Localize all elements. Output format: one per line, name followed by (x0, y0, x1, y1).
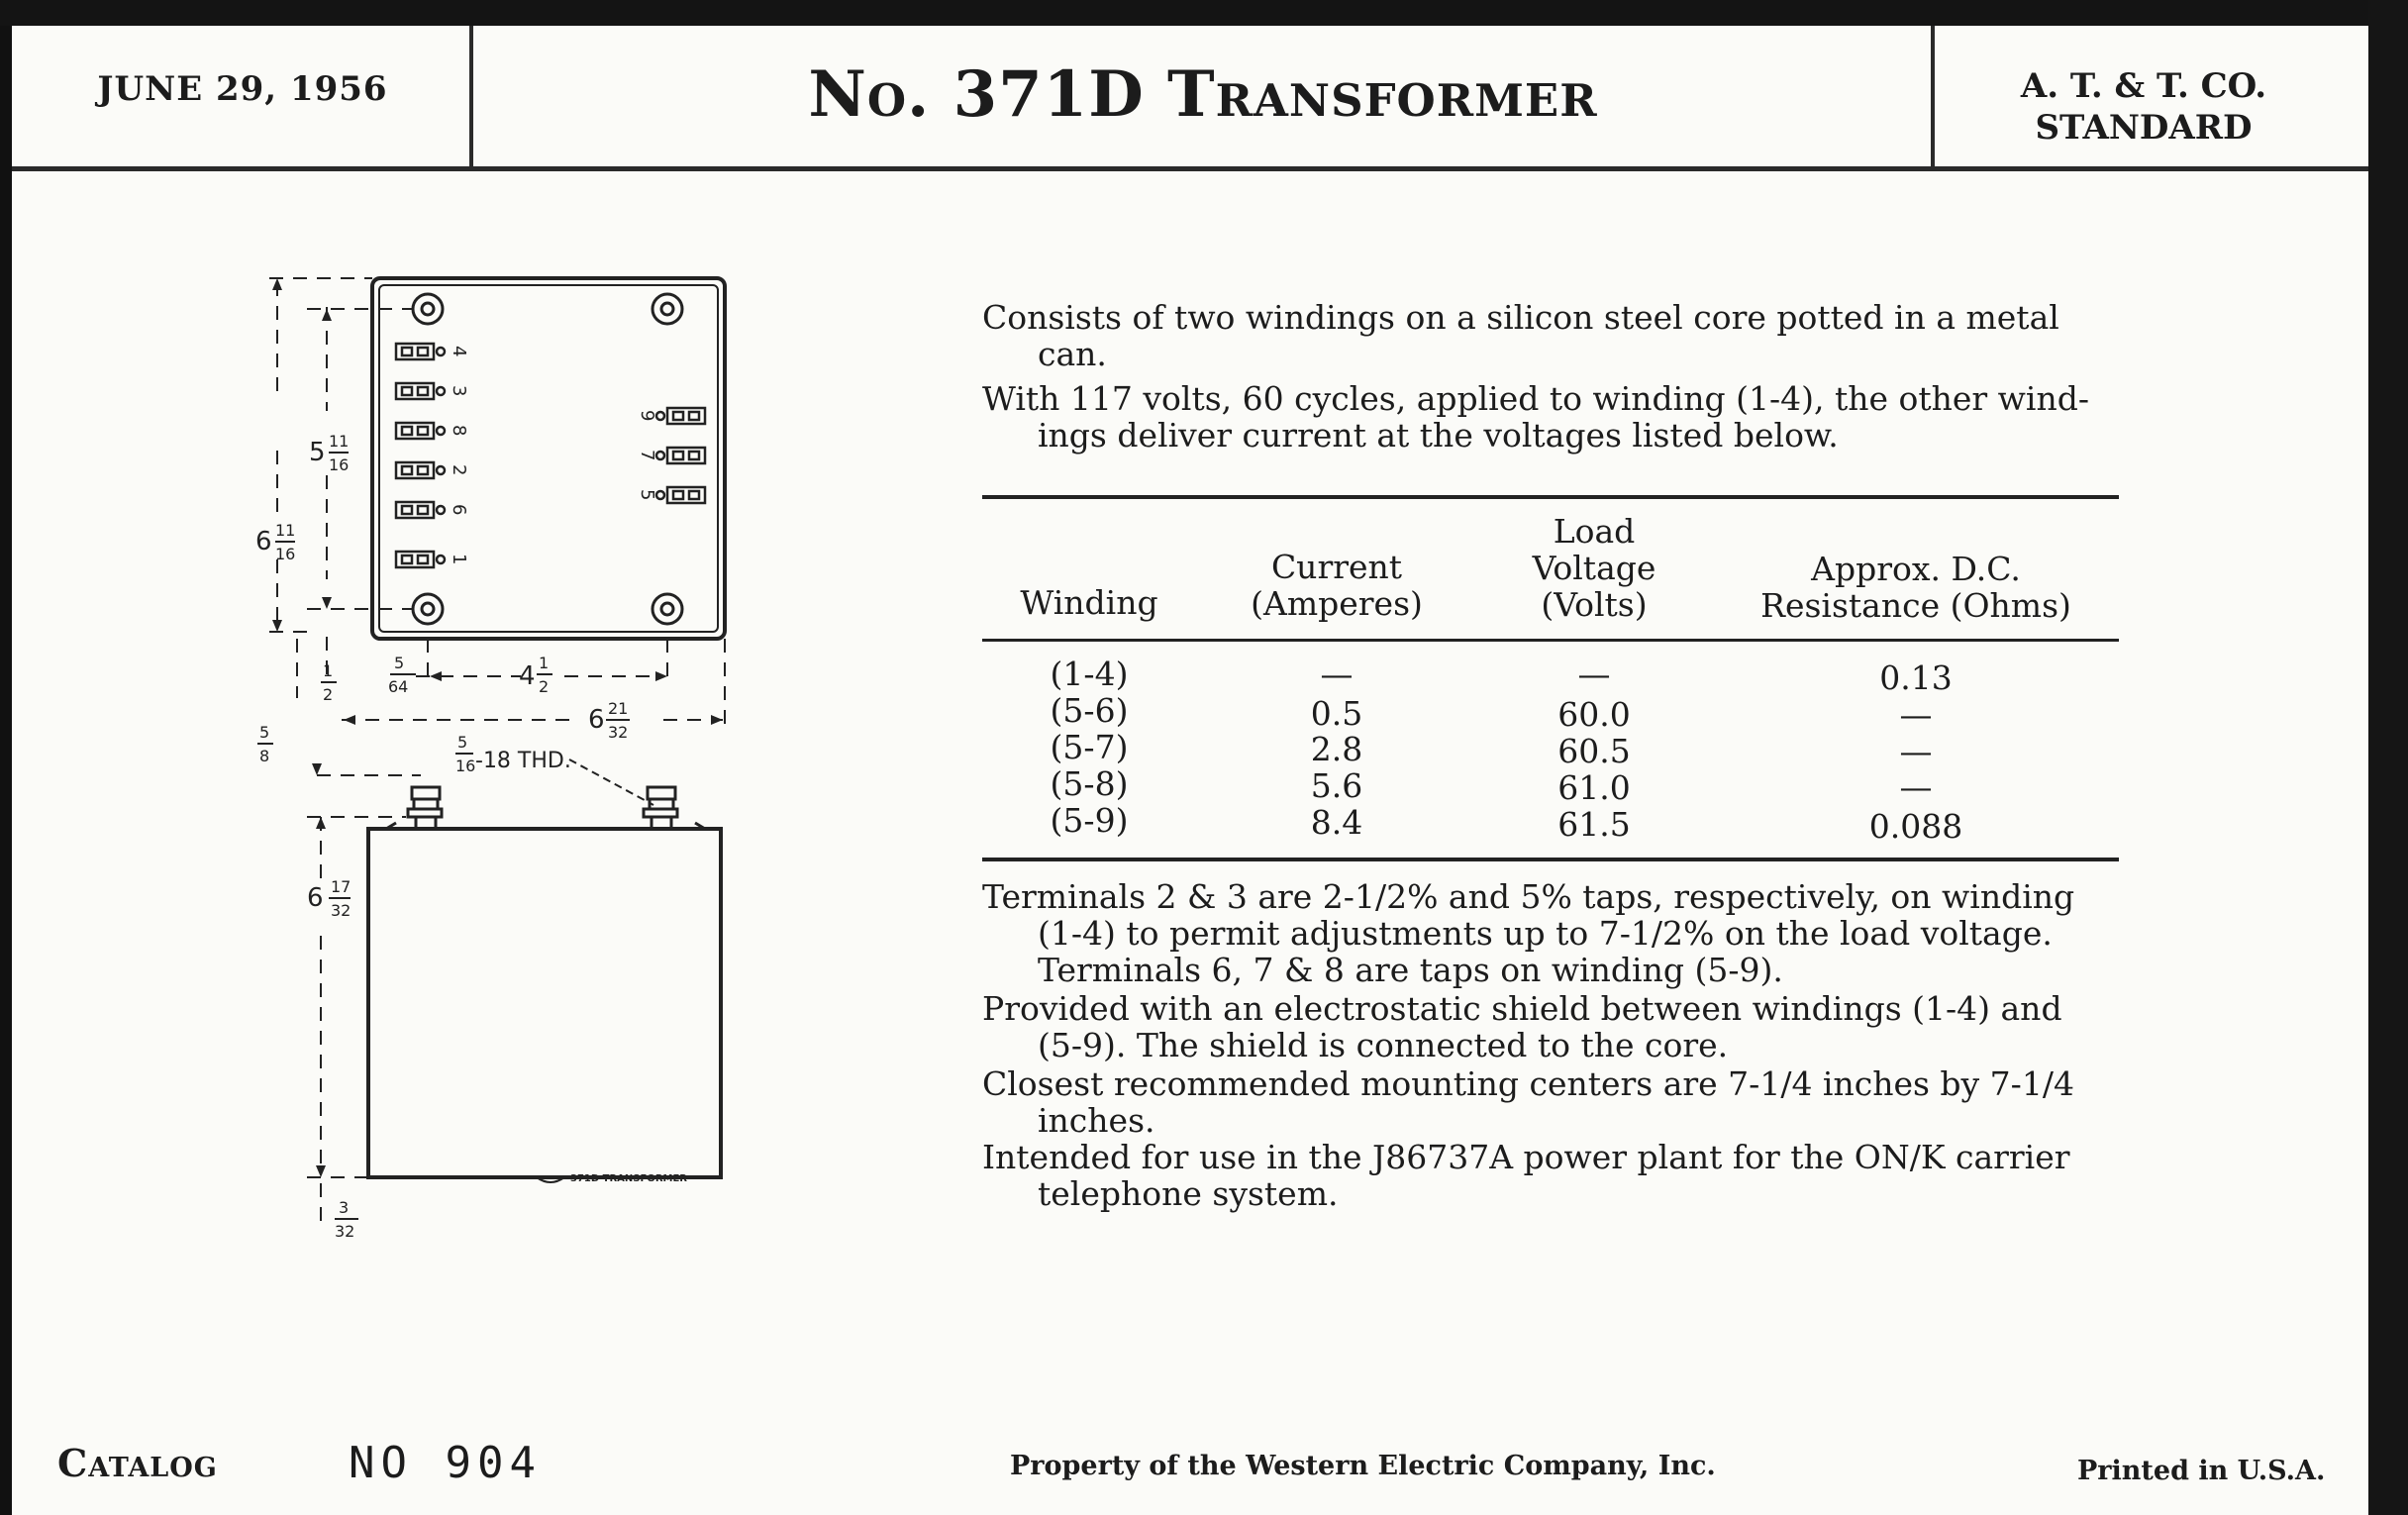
dim-base-num: 3 (339, 1198, 350, 1217)
header-load-line-3: (Volts) (1541, 585, 1648, 624)
cell-resistance: 0.088 (1868, 807, 1963, 846)
terminal-label: 3 (449, 385, 469, 397)
footer-catalog: Catalog (57, 1441, 218, 1485)
cell-current: 0.5 (1310, 694, 1363, 733)
header-current-line-2: (Amperes) (1251, 584, 1423, 623)
stud-icons-side (408, 787, 677, 827)
note-2-line-1: Provided with an electrostatic shield between windings (1-4) and (982, 989, 2062, 1028)
dim-center-num: 1 (539, 654, 550, 672)
terminal-label: 9 (637, 410, 657, 422)
dim-height-top-den: 16 (329, 455, 350, 474)
table-bottom-rule (982, 858, 2119, 861)
dim-stud-num: 5 (259, 723, 270, 742)
cell-resistance: — (1899, 732, 1933, 770)
dim-thread-suffix: -18 THD. (475, 749, 571, 773)
standard-line-2: STANDARD (2035, 108, 2253, 148)
dim-center-whole: 4 (519, 661, 536, 691)
note-terminals (982, 878, 2119, 988)
description-2-line-2: ings deliver current at the voltages listed below. (1038, 416, 1839, 454)
note-1-line-1: Terminals 2 & 3 are 2-1/2% and 5% taps, respectively, on winding (982, 877, 2075, 916)
header-current-line-1: Current (1270, 548, 1403, 586)
terminal-label: 4 (449, 346, 469, 357)
cell-winding: (5-9) (1050, 801, 1129, 840)
footer-printed: Printed in U.S.A. (2077, 1456, 2326, 1486)
footer-property: Property of the Western Electric Company, Inc. (1010, 1451, 1716, 1481)
cell-current: 2.8 (1310, 730, 1363, 768)
header-current (1228, 549, 1446, 622)
dim-side-num: 17 (331, 877, 351, 896)
header-resistance (1743, 551, 2089, 624)
note-1-line-3: Terminals 6, 7 & 8 are taps on winding (5-9). (1038, 951, 1783, 989)
terminal-label: 6 (449, 504, 469, 516)
cell-resistance: — (1899, 767, 1933, 806)
top-view-outline (372, 278, 725, 639)
note-3-line-1: Closest recommended mounting centers are 7-1/4 inches by 7-1/4 (982, 1064, 2074, 1103)
dim-height-full-whole: 6 (255, 527, 272, 556)
dim-offset-den: 64 (388, 677, 409, 696)
cell-resistance: — (1899, 695, 1933, 734)
dim-height-top-num: 11 (329, 432, 350, 451)
page-title: No. 371D Transformer (808, 57, 1598, 132)
terminal-label: 7 (637, 450, 657, 461)
dim-foot-num: 1 (323, 661, 334, 680)
dim-stud-den: 8 (259, 747, 270, 765)
nameplate-label: 371D TRANSFORMER (570, 1173, 688, 1184)
dim-width-den: 32 (608, 723, 629, 742)
transformer-dimension-drawing (248, 262, 743, 1253)
dim-thread-den: 16 (455, 757, 476, 775)
scan-border-right (2368, 0, 2408, 1515)
terminal-strip-left (396, 344, 445, 567)
dim-width-whole: 6 (588, 705, 605, 735)
cell-winding: (5-8) (1050, 764, 1129, 803)
terminal-strip-right (656, 408, 705, 503)
dim-side-den: 32 (331, 901, 351, 920)
note-4-line-1: Intended for use in the J86737A power plant for the ON/K carrier (982, 1138, 2070, 1176)
header-rule (12, 166, 2368, 171)
cell-current: — (1320, 655, 1354, 693)
description-paragraph-2 (982, 380, 2116, 454)
cell-voltage: — (1577, 655, 1611, 693)
cell-voltage: 60.5 (1557, 732, 1631, 770)
footer-catalog-number: NO 904 (349, 1438, 542, 1488)
dim-thread-num: 5 (457, 733, 468, 752)
terminal-labels-left (449, 346, 469, 564)
table-header-rule (982, 639, 2119, 642)
description-1-line-2: can. (1038, 335, 1107, 373)
terminal-label: 5 (637, 489, 657, 501)
standard-line-1: A. T. & T. CO. (2020, 66, 2267, 106)
note-usage (982, 1139, 2119, 1212)
header-load-line-1: Load (1553, 512, 1636, 551)
note-3-line-2: inches. (1038, 1101, 1155, 1140)
cell-winding: (5-7) (1050, 728, 1129, 766)
dim-height-full-den: 16 (275, 545, 296, 563)
header-load-line-2: Voltage (1532, 549, 1656, 587)
dim-side-whole: 6 (307, 883, 324, 913)
terminal-label: 8 (449, 425, 469, 437)
terminal-label: 2 (449, 464, 469, 476)
table-top-rule (982, 495, 2119, 499)
dim-offset-num: 5 (394, 654, 405, 672)
header-winding: Winding (1020, 583, 1158, 622)
description-2-line-1: With 117 volts, 60 cycles, applied to winding (1-4), the other wind- (982, 379, 2090, 418)
scan-border-top (0, 0, 2408, 26)
terminal-labels-right (637, 410, 657, 500)
header-divider-right (1931, 26, 1935, 168)
cell-winding: (1-4) (1050, 655, 1129, 693)
note-mounting (982, 1065, 2119, 1139)
cell-resistance: 0.13 (1879, 658, 1953, 697)
description-paragraph-1 (982, 299, 2116, 372)
side-view-outline (368, 829, 721, 1177)
cell-voltage: 60.0 (1557, 695, 1631, 734)
dim-height-top-whole: 5 (309, 438, 326, 467)
cell-voltage: 61.5 (1557, 805, 1631, 844)
dimension-lines-top (269, 278, 725, 775)
cell-current: 8.4 (1310, 803, 1363, 842)
dim-center-den: 2 (539, 677, 550, 696)
header-divider-left (469, 26, 473, 168)
header-load-voltage (1485, 513, 1703, 623)
note-shield (982, 990, 2119, 1063)
header-date: JUNE 29, 1956 (97, 69, 388, 109)
header-resistance-line-2: Resistance (Ohms) (1760, 586, 2071, 625)
description-1-line-1: Consists of two windings on a silicon steel core potted in a metal (982, 298, 2059, 337)
terminal-label: 1 (449, 554, 469, 565)
header-resistance-line-1: Approx. D.C. (1811, 550, 2021, 588)
dim-foot-den: 2 (323, 685, 334, 704)
note-2-line-2: (5-9). The shield is connected to the core. (1038, 1026, 1729, 1064)
cell-voltage: 61.0 (1557, 768, 1631, 807)
header-standard (1936, 65, 2352, 149)
note-4-line-2: telephone system. (1038, 1174, 1339, 1213)
dimension-arrows (272, 278, 723, 775)
thread-leader-line (569, 759, 653, 805)
cell-winding: (5-6) (1050, 691, 1129, 730)
note-1-line-2: (1-4) to permit adjustments up to 7-1/2% on the load voltage. (1038, 914, 2053, 953)
dim-base-den: 32 (335, 1222, 355, 1241)
dim-height-full-num: 11 (275, 521, 296, 540)
dim-width-num: 21 (608, 699, 629, 718)
cell-current: 5.6 (1310, 766, 1363, 805)
